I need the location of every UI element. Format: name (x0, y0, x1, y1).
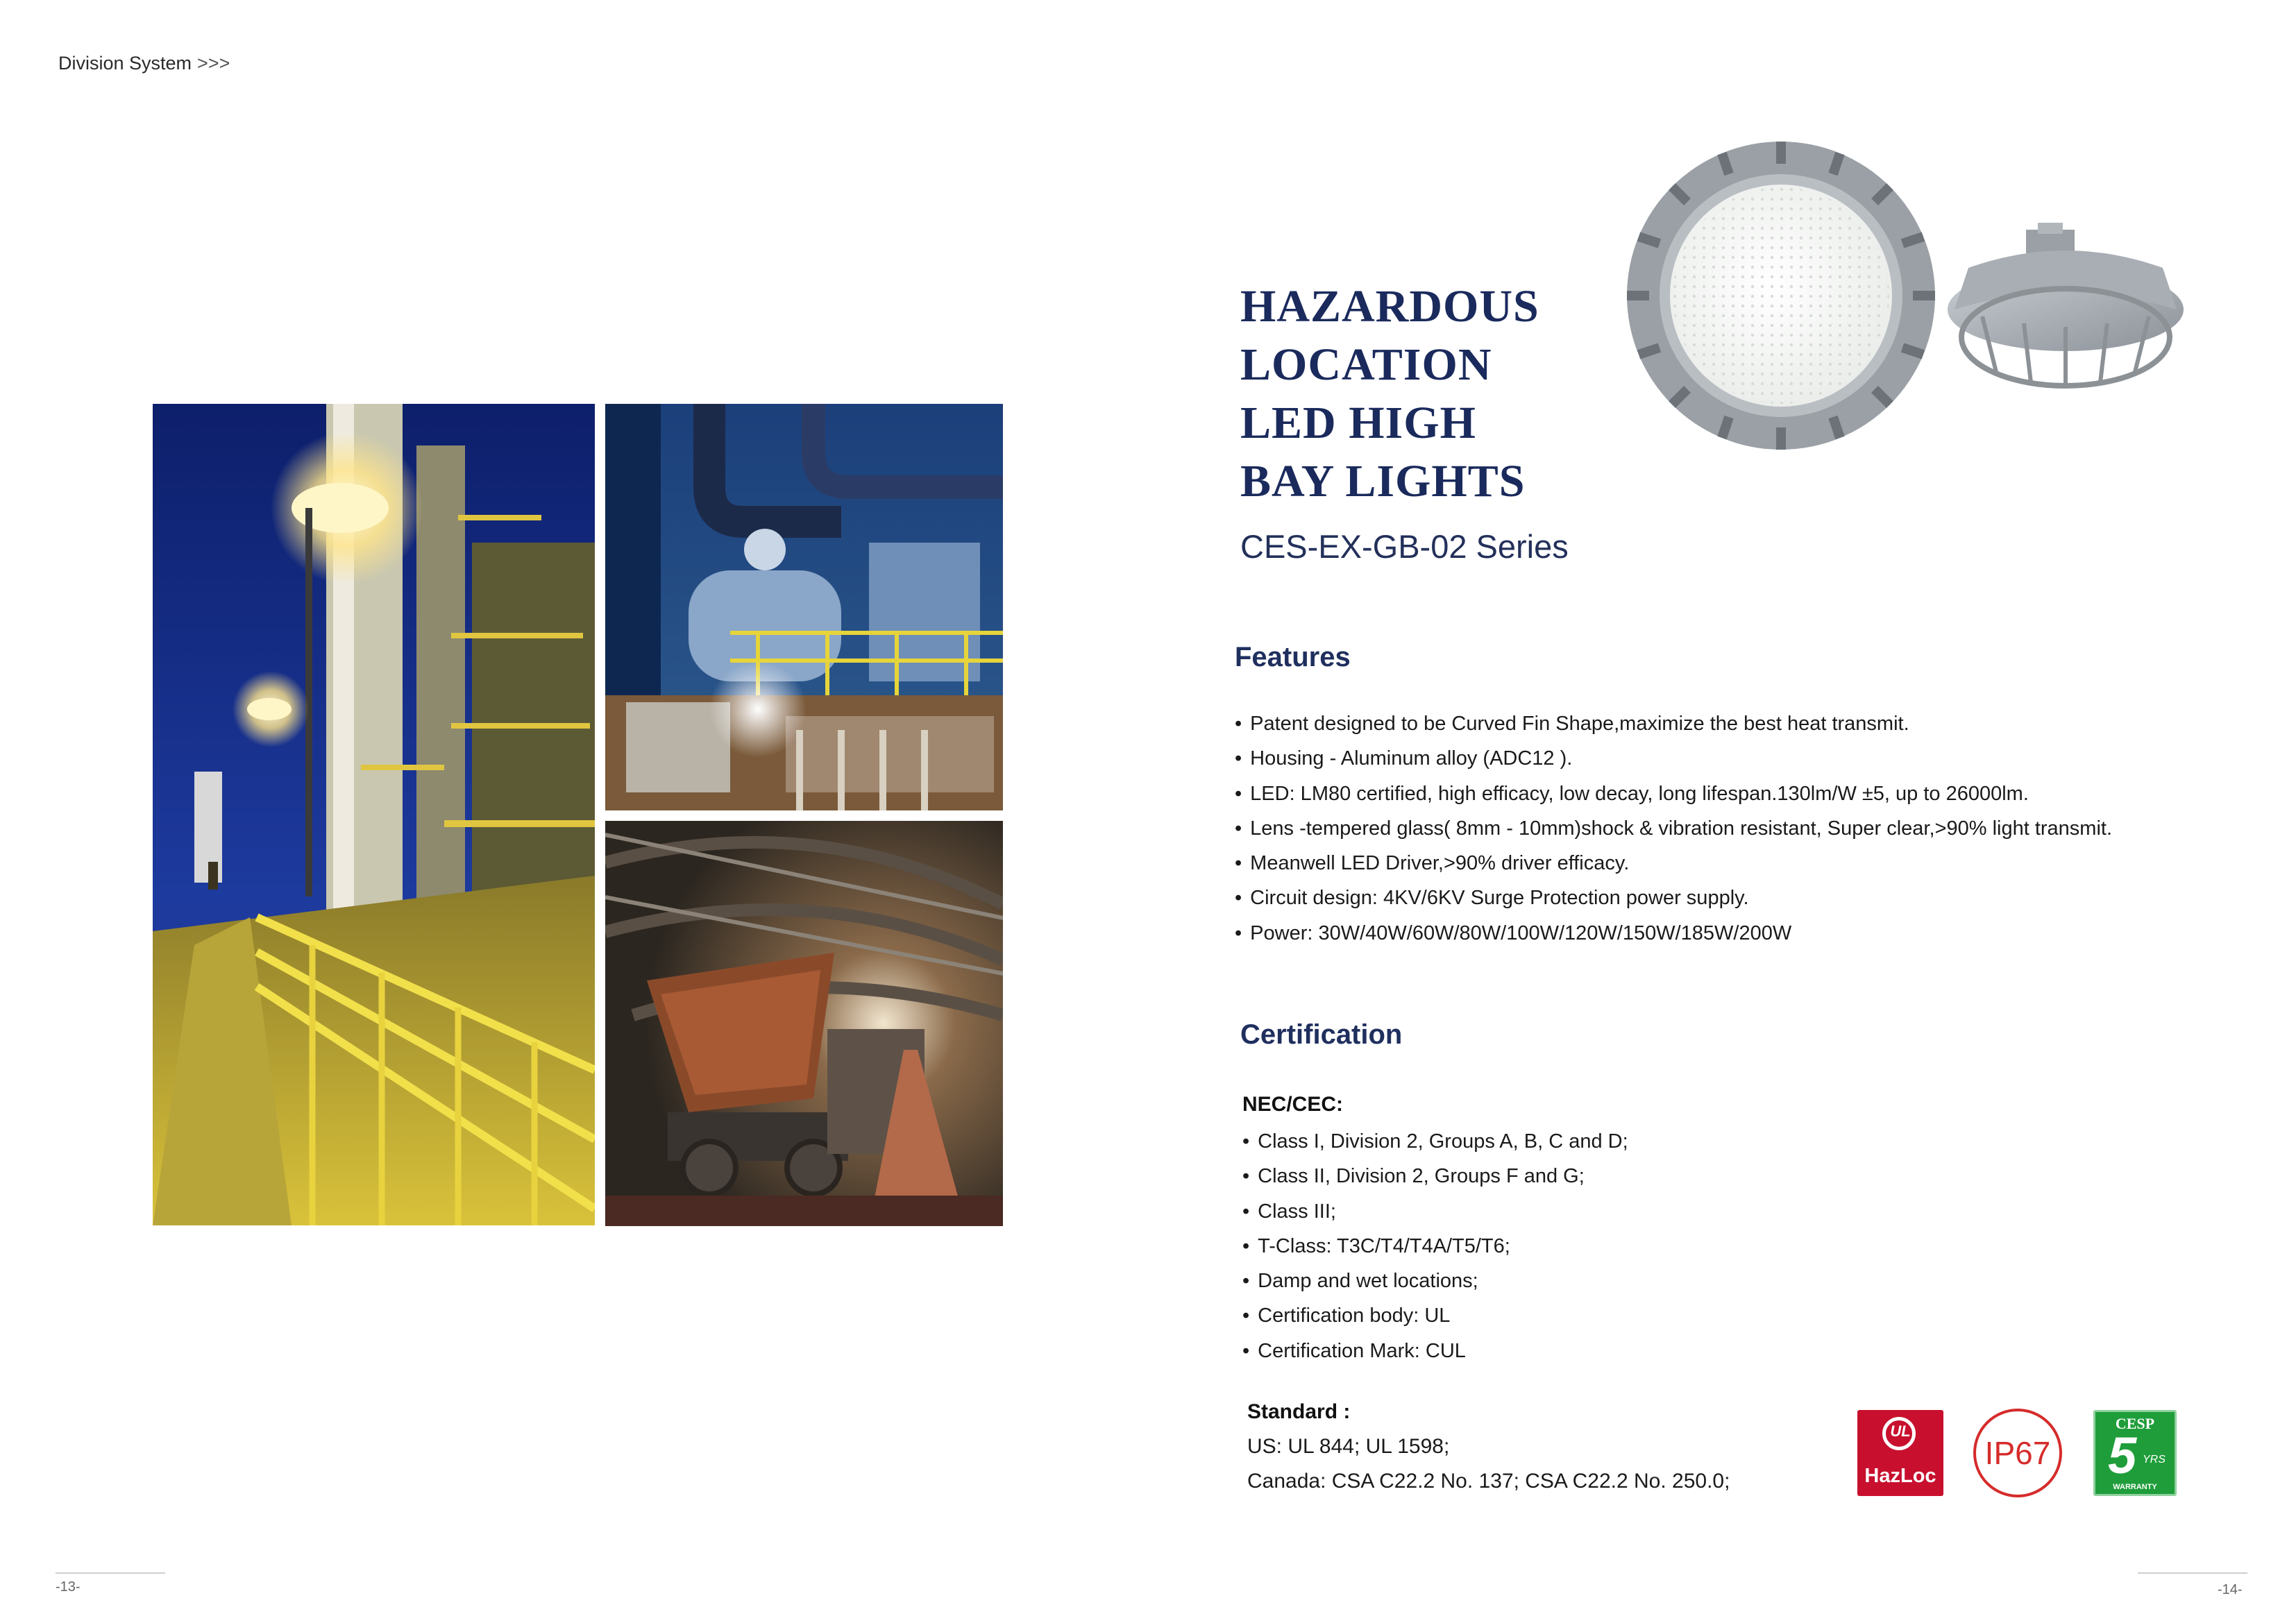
list-item: • Meanwell LED Driver,>90% driver efficacy. (1235, 846, 2112, 881)
standard-label: Standard : (1247, 1400, 1351, 1423)
standard-canada: Canada: CSA C22.2 No. 137; CSA C22.2 No. 250.0; (1247, 1470, 1730, 1493)
list-item: • Power: 30W/40W/60W/80W/100W/120W/150W/185W/200W (1235, 916, 2112, 951)
list-item: • Certification Mark: CUL (1242, 1334, 1628, 1368)
title-line: BAY LIGHTS (1240, 456, 1526, 507)
page-number-right: -14- (2218, 1582, 2243, 1597)
cesp-warranty-text: WARRANTY (2113, 1483, 2157, 1491)
cesp-title: CESP (2115, 1415, 2155, 1432)
product-title (1240, 278, 1539, 511)
list-item: • Class II, Division 2, Groups F and G; (1242, 1159, 1628, 1193)
title-line: LOCATION (1240, 339, 1492, 390)
list-item: • Patent designed to be Curved Fin Shape,maximize the best heat transmit. (1235, 706, 2112, 741)
certification-heading: Certification (1240, 1019, 1403, 1050)
certification-list (1242, 1124, 1628, 1368)
list-item: • T-Class: T3C/T4/T4A/T5/T6; (1242, 1229, 1628, 1264)
side-view-light (1948, 223, 2184, 386)
features-list (1235, 706, 2112, 951)
breadcrumb (58, 53, 230, 74)
list-item: • LED: LM80 certified, high efficacy, low decay, long lifespan.130lm/W ±5, up to 26000lm. (1235, 776, 2112, 811)
product-image (1621, 136, 2188, 455)
breadcrumb-arrows: >>> (197, 53, 230, 74)
mine-tunnel-photo (605, 821, 1003, 1226)
plant-pipes-photo (605, 404, 1003, 810)
ul-mark: UL (1890, 1422, 1911, 1440)
footer-divider-left (56, 1572, 165, 1574)
front-view-light (1627, 142, 1935, 450)
title-line: HAZARDOUS (1240, 281, 1539, 332)
ip67-text: IP67 (1984, 1435, 2051, 1471)
cesp-number: 5 (2108, 1427, 2137, 1484)
list-item: • Class III; (1242, 1194, 1628, 1229)
features-heading: Features (1235, 642, 1351, 672)
refinery-walkway-photo (153, 404, 595, 1225)
title-line: LED HIGH (1240, 398, 1476, 448)
list-item: • Housing - Aluminum alloy (ADC12 ). (1235, 741, 2112, 776)
breadcrumb-label: Division System (58, 53, 192, 74)
product-series: CES-EX-GB-02 Series (1240, 528, 1569, 565)
nec-cec-label: NEC/CEC: (1242, 1093, 1344, 1116)
ip67-badge (1973, 1409, 2062, 1497)
cesp-years: YRS (2143, 1454, 2166, 1465)
list-item: • Circuit design: 4KV/6KV Surge Protection power supply. (1235, 881, 2112, 915)
list-item: • Class I, Division 2, Groups A, B, C and D; (1242, 1124, 1628, 1159)
standard-us: US: UL 844; UL 1598; (1247, 1435, 1450, 1458)
footer-divider-right (2138, 1572, 2247, 1574)
hazloc-text: HazLoc (1864, 1465, 1936, 1487)
page-number-left: -13- (56, 1579, 81, 1595)
ul-hazloc-badge (1857, 1410, 1943, 1496)
list-item: • Lens -tempered glass( 8mm - 10mm)shock & vibration resistant, Super clear,>90% light transmit. (1235, 811, 2112, 846)
cesp-warranty-badge (2093, 1410, 2177, 1496)
list-item: • Damp and wet locations; (1242, 1264, 1628, 1298)
list-item: • Certification body: UL (1242, 1298, 1628, 1333)
